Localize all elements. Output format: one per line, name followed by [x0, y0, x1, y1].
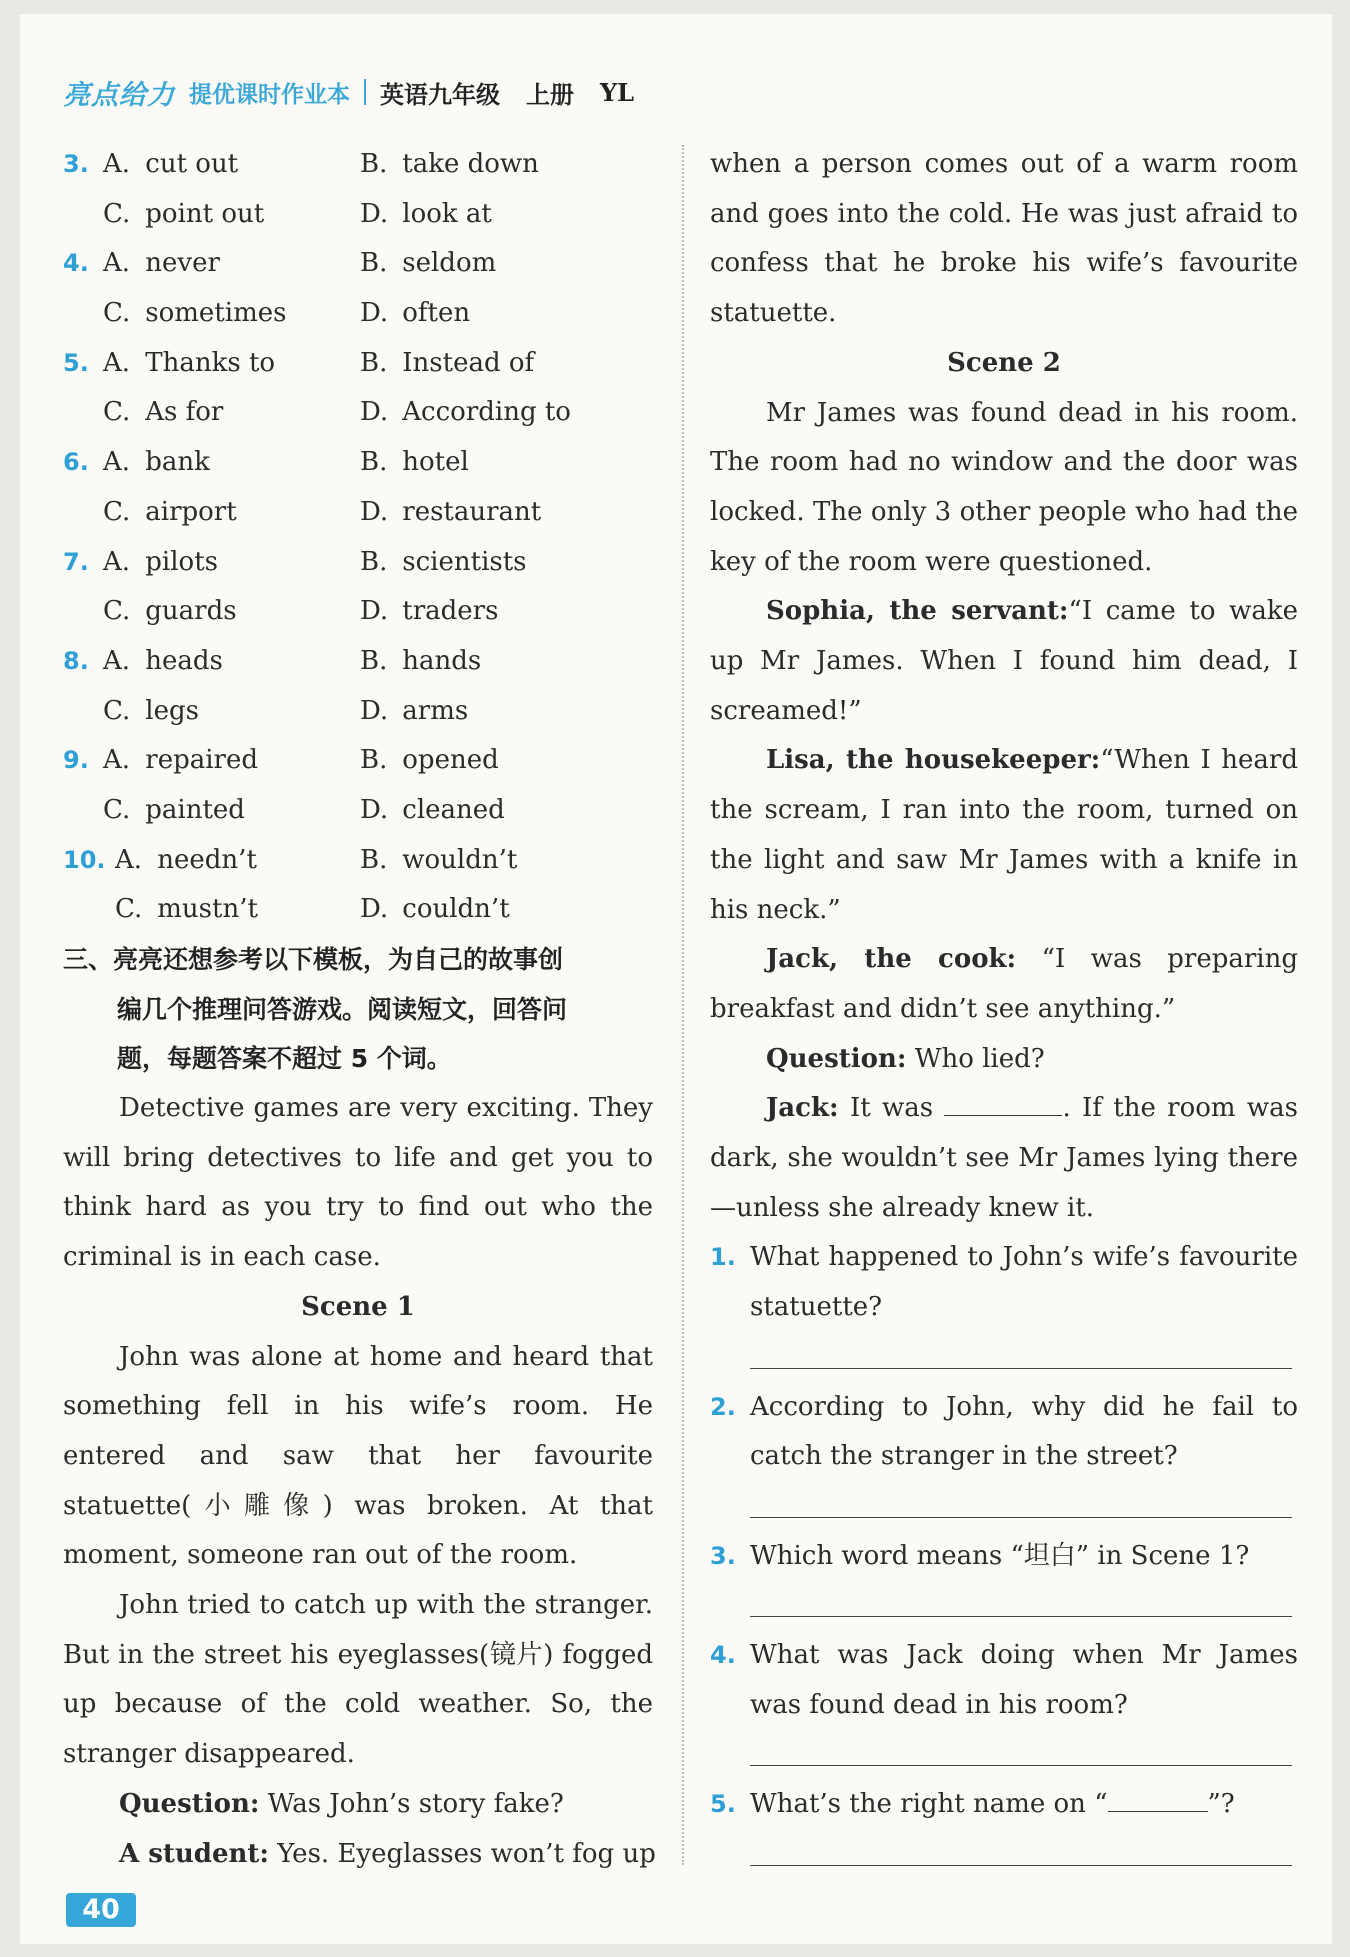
task-instructions — [63, 935, 653, 1084]
option-text: needn’t — [157, 844, 257, 875]
choice-row — [63, 339, 653, 389]
header-divider — [364, 79, 366, 105]
option-c[interactable] — [63, 388, 360, 438]
option-a[interactable] — [103, 438, 360, 488]
answer-line[interactable] — [710, 1581, 1298, 1631]
lisa-statement — [710, 736, 1298, 935]
option-text: opened — [402, 745, 499, 776]
option-letter: C. — [103, 695, 131, 726]
option-d[interactable] — [360, 687, 468, 737]
option-letter: D. — [360, 198, 389, 229]
left-column — [63, 140, 656, 1879]
question-text-post: ”? — [1207, 1789, 1235, 1820]
option-letter: C. — [103, 397, 131, 428]
question-number: 10. — [63, 845, 106, 874]
option-b[interactable] — [360, 339, 534, 389]
option-text: According to — [402, 397, 571, 428]
speaker-jack: Jack, the cook: — [766, 944, 1017, 975]
task-line: 编几个推理问答游戏。阅读短文，回答问 — [117, 994, 568, 1024]
option-text: point out — [145, 198, 265, 229]
subject-grade: 英语九年级 — [380, 80, 500, 109]
option-letter: A. — [103, 248, 131, 279]
option-letter: C. — [115, 894, 143, 925]
option-letter: B. — [360, 347, 388, 378]
option-text: arms — [402, 695, 469, 726]
option-d[interactable] — [360, 289, 470, 339]
comprehension-question — [710, 1780, 1298, 1879]
option-a[interactable] — [103, 140, 360, 190]
option-c[interactable] — [63, 488, 360, 538]
scene-2-paragraph: Mr James was found dead in his room. The room had no window and the door was locked. The only 3 other people who had the key of the room were questioned. — [710, 397, 1298, 577]
option-a[interactable] — [103, 339, 360, 389]
option-b[interactable] — [360, 239, 496, 289]
option-text: Instead of — [402, 347, 535, 378]
option-text: legs — [145, 695, 199, 726]
question-text-pre: What’s the right name on “ — [750, 1789, 1108, 1820]
option-letter: A. — [103, 745, 131, 776]
task-line: 题，每题答案不超过 5 个词。 — [117, 1044, 452, 1074]
jack-answer-post: . If the room was dark, she wouldn’t see Mr James lying there—unless she already knew it. — [710, 1093, 1298, 1223]
option-text: guards — [145, 596, 237, 627]
option-letter: D. — [360, 794, 389, 825]
answer-line[interactable] — [710, 1830, 1298, 1880]
jack-answer-pre: It was — [849, 1093, 934, 1124]
student-answer-start — [63, 1830, 656, 1880]
speaker-lisa: Lisa, the housekeeper: — [766, 745, 1101, 776]
option-a[interactable] — [103, 239, 360, 289]
question-text: Who lied? — [914, 1043, 1045, 1074]
question-label: Question: — [766, 1043, 907, 1074]
option-text: take down — [402, 149, 539, 179]
question-number: 4. — [710, 1641, 736, 1670]
option-letter: A. — [115, 844, 143, 875]
option-text: hotel — [402, 447, 469, 478]
page-number: 40 — [66, 1893, 136, 1927]
option-b[interactable] — [360, 736, 499, 786]
choice-row — [63, 736, 653, 786]
option-text: mustn’t — [157, 894, 258, 925]
choice-row — [63, 239, 653, 289]
option-text: pilots — [145, 546, 218, 577]
option-letter: A. — [103, 546, 131, 577]
option-b[interactable] — [360, 538, 527, 588]
option-text: wouldn’t — [402, 844, 518, 875]
answer-line[interactable] — [710, 1482, 1298, 1532]
brand-logo: 亮点给力 — [63, 79, 175, 111]
option-c[interactable] — [63, 687, 360, 737]
option-d[interactable] — [360, 885, 510, 935]
option-letter: B. — [360, 844, 388, 875]
answer-blank[interactable] — [944, 1093, 1062, 1116]
option-b[interactable] — [360, 637, 481, 687]
jack-statement — [710, 935, 1298, 1034]
option-text: sometimes — [145, 298, 287, 329]
option-text: restaurant — [402, 496, 542, 527]
option-letter: D. — [360, 894, 389, 925]
option-letter: C. — [103, 596, 131, 627]
question-number: 6. — [63, 448, 89, 477]
passage-intro: Detective games are very exciting. They will bring detectives to life and get you to think hard as you try to find out who the criminal is in each case. — [63, 1093, 653, 1273]
choice-row — [63, 587, 653, 637]
student-answer-text: Yes. Eyeglasses won’t fog up — [277, 1838, 656, 1869]
question-label: Question: — [119, 1788, 260, 1819]
option-text: often — [402, 298, 471, 329]
scene-1-title: Scene 1 — [301, 1291, 415, 1322]
option-text: never — [145, 248, 220, 279]
right-column — [710, 140, 1298, 1880]
question-text: What was Jack doing when Mr James was found dead in his room? — [750, 1640, 1298, 1720]
option-text: look at — [402, 198, 492, 229]
choice-row — [63, 289, 653, 339]
option-letter: B. — [360, 645, 388, 676]
option-letter: B. — [360, 745, 388, 776]
choice-row — [63, 637, 653, 687]
question-number: 1. — [710, 1243, 736, 1272]
option-letter: C. — [103, 794, 131, 825]
choice-row — [63, 488, 653, 538]
edition: YL — [600, 77, 635, 107]
question-number: 7. — [63, 547, 89, 576]
student-answer-continued: when a person comes out of a warm room and goes into the cold. He was just afraid to confess that he broke his wife’s favourite statuette. — [710, 149, 1298, 329]
choice-row — [63, 538, 653, 588]
question-text — [750, 1780, 1298, 1830]
option-text: As for — [145, 397, 224, 428]
option-text: repaired — [145, 745, 258, 776]
answer-line[interactable] — [710, 1730, 1298, 1780]
answer-line[interactable] — [710, 1333, 1298, 1383]
question-number: 5. — [63, 348, 89, 377]
series-title: 提优课时作业本 — [189, 81, 350, 108]
scene-1-question — [63, 1780, 653, 1830]
option-letter: D. — [360, 496, 389, 527]
jack-answer — [710, 1084, 1298, 1233]
option-c[interactable] — [63, 786, 360, 836]
choice-row — [63, 836, 653, 886]
jack-text: “I was preparing breakfast and didn’t see anything.” — [710, 944, 1299, 1024]
option-b[interactable] — [360, 140, 539, 190]
option-letter: C. — [103, 298, 131, 329]
option-d[interactable] — [360, 190, 492, 240]
multiple-choice-list — [63, 140, 653, 935]
option-letter: D. — [360, 596, 389, 627]
option-d[interactable] — [360, 488, 541, 538]
option-letter: D. — [360, 397, 389, 428]
option-letter: C. — [103, 198, 131, 229]
option-letter: B. — [360, 248, 388, 279]
option-a[interactable] — [103, 736, 360, 786]
option-text: airport — [145, 496, 237, 527]
page-header — [63, 72, 634, 112]
comprehension-question — [710, 1631, 1298, 1780]
choice-row — [63, 786, 653, 836]
question-number: 2. — [710, 1392, 736, 1421]
question-list — [710, 1233, 1298, 1879]
option-letter: B. — [360, 447, 388, 478]
comprehension-question — [710, 1233, 1298, 1382]
option-c[interactable] — [63, 885, 360, 935]
comprehension-question — [710, 1383, 1298, 1532]
option-text: cleaned — [402, 794, 505, 825]
option-a[interactable] — [103, 637, 360, 687]
scene-1-paragraph-2: John tried to catch up with the stranger. But in the street his eyeglasses(镜片) fogged up because of the cold weather. So, the stranger disappeared. — [63, 1590, 653, 1770]
option-a[interactable] — [103, 538, 360, 588]
option-b[interactable] — [360, 836, 517, 886]
question-number: 3. — [710, 1541, 736, 1570]
question-text: Which word means “坦白” in Scene 1? — [750, 1540, 1250, 1571]
option-letter: C. — [103, 496, 131, 527]
option-text: seldom — [402, 248, 497, 279]
choice-row — [63, 190, 653, 240]
choice-row — [63, 885, 653, 935]
option-letter: B. — [360, 546, 388, 577]
option-letter: A. — [103, 645, 131, 676]
jack-answer-label: Jack: — [766, 1093, 839, 1124]
option-a[interactable] — [103, 836, 360, 886]
option-letter: D. — [360, 695, 389, 726]
speaker-sophia: Sophia, the servant: — [766, 596, 1069, 627]
task-line: 三、亮亮还想参考以下模板，为自己的故事创 — [63, 945, 564, 974]
choice-row — [63, 438, 653, 488]
comprehension-question — [710, 1532, 1298, 1631]
scene-2-title: Scene 2 — [947, 347, 1061, 378]
option-b[interactable] — [360, 438, 469, 488]
option-d[interactable] — [360, 388, 571, 438]
question-number: 5. — [710, 1790, 736, 1819]
question-text: Was John’s story fake? — [267, 1788, 564, 1819]
student-label: A student: — [119, 1838, 270, 1869]
option-text: Thanks to — [145, 347, 276, 378]
sophia-statement — [710, 587, 1298, 736]
question-number: 4. — [63, 249, 89, 278]
option-text: painted — [145, 794, 245, 825]
option-letter: A. — [103, 347, 131, 378]
scene-1-paragraph-1: John was alone at home and heard that something fell in his wife’s room. He entered and saw that her favourite statuette(小雕像) was broken. At that moment, someone ran out of the room. — [63, 1341, 653, 1571]
choice-row — [63, 140, 653, 190]
option-d[interactable] — [360, 786, 505, 836]
name-blank[interactable] — [1108, 1789, 1208, 1812]
choice-row — [63, 687, 653, 737]
volume: 上册 — [526, 80, 574, 109]
option-c[interactable] — [63, 190, 360, 240]
lisa-text: “When I heard the scream, I ran into the room, turned on the light and saw Mr James with a knife in his neck.” — [710, 745, 1299, 925]
question-text: What happened to John’s wife’s favourite statuette? — [750, 1242, 1298, 1323]
option-text: bank — [145, 447, 210, 478]
question-text: According to John, why did he fail to catch the stranger in the street? — [750, 1391, 1298, 1472]
question-number: 8. — [63, 646, 89, 675]
option-d[interactable] — [360, 587, 498, 637]
option-letter: A. — [103, 447, 131, 478]
option-text: traders — [402, 596, 499, 627]
option-text: scientists — [402, 546, 527, 577]
column-divider — [682, 145, 684, 1865]
option-letter: B. — [360, 149, 388, 179]
choice-row — [63, 388, 653, 438]
option-text: hands — [402, 645, 482, 676]
option-text: cut out — [145, 149, 239, 179]
option-text: heads — [145, 645, 223, 676]
option-text: couldn’t — [402, 894, 510, 925]
option-letter: A. — [103, 149, 131, 179]
sophia-text: “I came to wake up Mr James. When I found him dead, I screamed!” — [710, 596, 1298, 726]
option-letter: D. — [360, 298, 389, 329]
option-c[interactable] — [63, 587, 360, 637]
question-number: 3. — [63, 150, 89, 178]
question-number: 9. — [63, 746, 89, 775]
option-c[interactable] — [63, 289, 360, 339]
scene-2-question — [710, 1035, 1298, 1085]
